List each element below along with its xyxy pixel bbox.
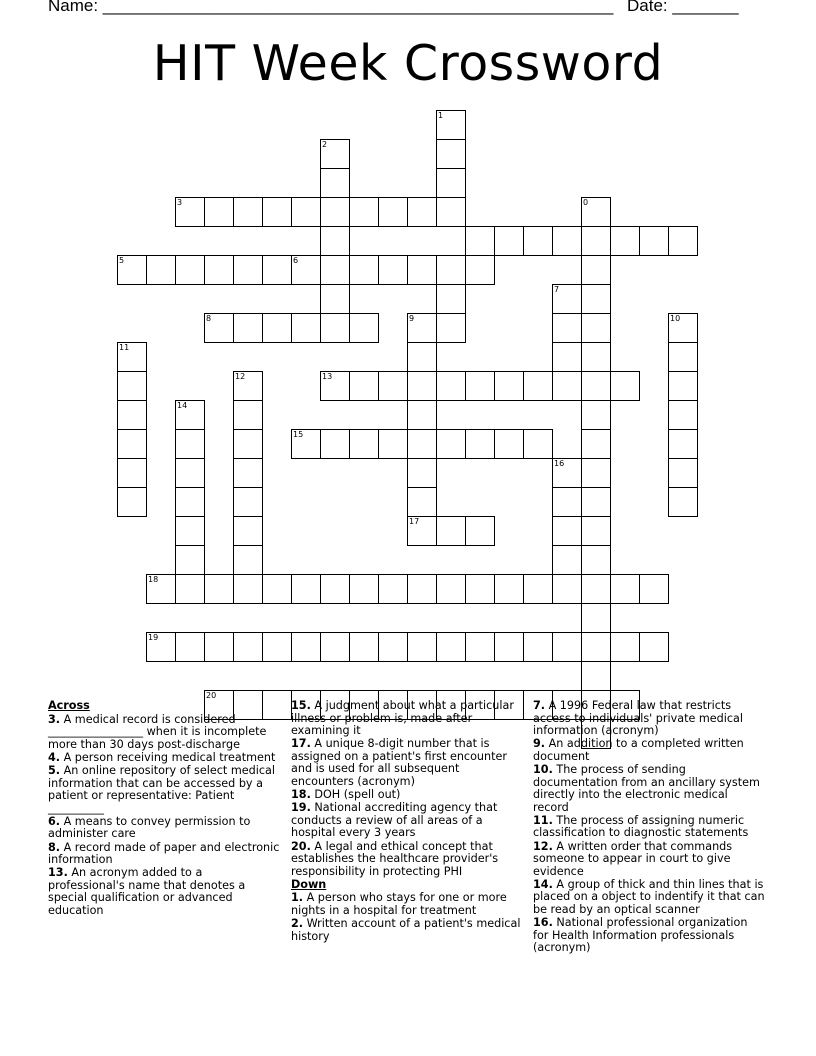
clue-number: 11	[119, 343, 130, 352]
clue-text: A unique 8-digit number that is assigned on a patient's first encounter and is used for all subsequent encounters (acronym)	[291, 737, 507, 789]
clue-number: 16	[554, 459, 565, 468]
crossword-cell[interactable]	[146, 255, 176, 285]
crossword-cell[interactable]	[117, 487, 147, 517]
clue-item	[48, 765, 280, 815]
clue-text: A record made of paper and electronic information	[48, 840, 280, 867]
crossword-cell-10[interactable]	[668, 313, 698, 343]
down-clues-part-2	[533, 700, 765, 955]
crossword-cell[interactable]	[320, 632, 350, 662]
crossword-cell-8[interactable]	[204, 313, 234, 343]
crossword-cell[interactable]	[233, 574, 263, 604]
crossword-cell[interactable]	[407, 487, 437, 517]
crossword-cell[interactable]	[233, 429, 263, 459]
clue-number: 12	[235, 372, 246, 381]
crossword-cell[interactable]	[668, 458, 698, 488]
crossword-cell[interactable]	[233, 313, 263, 343]
crossword-cell[interactable]	[407, 429, 437, 459]
crossword-cell[interactable]	[262, 197, 292, 227]
crossword-cell[interactable]	[349, 255, 379, 285]
crossword-cell[interactable]	[291, 197, 321, 227]
crossword-cell[interactable]	[175, 255, 205, 285]
crossword-cell[interactable]	[320, 313, 350, 343]
clue-item	[533, 841, 765, 879]
crossword-cell[interactable]	[436, 371, 466, 401]
crossword-cell[interactable]	[465, 371, 495, 401]
crossword-cell[interactable]	[349, 313, 379, 343]
crossword-cell[interactable]	[581, 458, 611, 488]
clue-number-label: 9.	[533, 737, 546, 751]
crossword-cell[interactable]	[349, 632, 379, 662]
crossword-cell[interactable]	[552, 574, 582, 604]
crossword-cell-9[interactable]	[407, 313, 437, 343]
crossword-cell[interactable]	[117, 458, 147, 488]
crossword-cell[interactable]	[581, 574, 611, 604]
crossword-cell[interactable]	[436, 632, 466, 662]
crossword-cell[interactable]	[610, 371, 640, 401]
crossword-cell[interactable]	[349, 429, 379, 459]
clue-text: A legal and ethical concept that establishes the healthcare provider's responsibility in protecting PHI	[291, 839, 499, 878]
page-title: HIT Week Crossword	[152, 35, 664, 92]
clue-number-label: 19.	[291, 801, 311, 815]
crossword-cell[interactable]	[523, 429, 553, 459]
crossword-cell[interactable]	[291, 632, 321, 662]
crossword-cell[interactable]	[581, 313, 611, 343]
clue-column-3	[533, 700, 765, 955]
crossword-cell[interactable]	[378, 255, 408, 285]
crossword-cell[interactable]	[349, 371, 379, 401]
crossword-cell[interactable]	[262, 574, 292, 604]
crossword-cell[interactable]	[407, 574, 437, 604]
clue-number: 6	[293, 256, 299, 265]
worksheet-header	[0, 0, 816, 30]
crossword-cell[interactable]	[552, 371, 582, 401]
clue-number: 7	[554, 285, 560, 294]
crossword-cell[interactable]	[407, 255, 437, 285]
clue-item	[48, 867, 280, 917]
crossword-cell[interactable]	[639, 226, 669, 256]
across-clues-part-1	[48, 714, 280, 918]
crossword-cell[interactable]	[581, 342, 611, 372]
crossword-cell[interactable]	[233, 487, 263, 517]
crossword-cell-11[interactable]	[117, 342, 147, 372]
crossword-cell[interactable]	[581, 632, 611, 662]
crossword-cell[interactable]	[668, 342, 698, 372]
crossword-cell[interactable]	[175, 516, 205, 546]
clue-text: The process of assigning numeric classification to diagnostic statements	[533, 813, 749, 840]
clue-item	[533, 700, 765, 738]
crossword-cell[interactable]	[436, 168, 466, 198]
clue-number-label: 6.	[48, 814, 61, 828]
crossword-cell[interactable]	[581, 429, 611, 459]
crossword-cell[interactable]	[581, 661, 611, 691]
crossword-cell[interactable]	[233, 458, 263, 488]
crossword-cell[interactable]	[581, 371, 611, 401]
crossword-cell[interactable]	[204, 632, 234, 662]
crossword-cell[interactable]	[494, 226, 524, 256]
clue-item	[48, 714, 280, 752]
crossword-cell[interactable]	[320, 197, 350, 227]
clue-number-label: 1.	[291, 891, 304, 905]
clue-number: 13	[322, 372, 333, 381]
clue-item	[291, 700, 523, 738]
clue-number-label: 11.	[533, 813, 553, 827]
crossword-cell[interactable]	[378, 197, 408, 227]
clue-number-label: 14.	[533, 877, 553, 891]
clue-number-label: 2.	[291, 917, 304, 931]
clue-number: 10	[670, 314, 681, 323]
crossword-cell[interactable]	[349, 574, 379, 604]
crossword-cell[interactable]	[465, 632, 495, 662]
down-clues-part-1	[291, 892, 523, 943]
clue-number-label: 3.	[48, 712, 61, 726]
crossword-cell[interactable]	[204, 574, 234, 604]
clue-item	[291, 892, 523, 917]
crossword-cell-12[interactable]	[233, 371, 263, 401]
crossword-cell-6[interactable]	[291, 255, 321, 285]
clue-item	[533, 764, 765, 814]
crossword-cell[interactable]	[436, 429, 466, 459]
crossword-cell[interactable]	[233, 197, 263, 227]
crossword-cell[interactable]	[552, 545, 582, 575]
crossword-cell[interactable]	[523, 226, 553, 256]
crossword-cell[interactable]	[262, 313, 292, 343]
crossword-cell[interactable]	[436, 139, 466, 169]
crossword-cell[interactable]	[407, 342, 437, 372]
crossword-cell[interactable]	[204, 255, 234, 285]
crossword-cell[interactable]	[436, 313, 466, 343]
crossword-cell[interactable]	[581, 400, 611, 430]
clue-number-label: 10.	[533, 762, 553, 776]
crossword-cell-1[interactable]	[436, 110, 466, 140]
clue-text: The process of sending documentation from an ancillary system directly into the electronic medical record	[533, 762, 760, 814]
crossword-cell-19[interactable]	[146, 632, 176, 662]
clue-text: An online repository of select medical information that can be accessed by a patient or representative: Patient __________	[48, 763, 275, 815]
crossword-cell-5[interactable]	[117, 255, 147, 285]
clue-number: 9	[409, 314, 415, 323]
crossword-cell[interactable]	[494, 429, 524, 459]
clue-number-label: 15.	[291, 699, 311, 712]
crossword-cell[interactable]	[581, 487, 611, 517]
crossword-cell[interactable]	[262, 255, 292, 285]
crossword-cell[interactable]	[465, 255, 495, 285]
crossword-cell[interactable]	[204, 197, 234, 227]
crossword-cell[interactable]	[552, 487, 582, 517]
crossword-cell[interactable]	[233, 516, 263, 546]
clue-number: 14	[177, 401, 188, 410]
clue-number-label: 12.	[533, 839, 553, 853]
clue-text: National accrediting agency that conducts a review of all areas of a hospital every 3 years	[291, 801, 498, 840]
crossword-cell[interactable]	[581, 284, 611, 314]
crossword-cell-7[interactable]	[552, 284, 582, 314]
crossword-cell[interactable]	[291, 313, 321, 343]
crossword-cell[interactable]	[262, 632, 292, 662]
crossword-cell[interactable]	[610, 574, 640, 604]
clue-text: A written order that commands someone to appear in court to give evidence	[533, 839, 733, 878]
crossword-cell[interactable]	[436, 574, 466, 604]
crossword-cell[interactable]	[581, 516, 611, 546]
crossword-cell[interactable]	[465, 574, 495, 604]
clue-text: DOH (spell out)	[310, 788, 401, 802]
crossword-cell[interactable]	[668, 226, 698, 256]
clue-item	[291, 841, 523, 879]
crossword-cell[interactable]	[233, 255, 263, 285]
crossword-cell[interactable]	[233, 632, 263, 662]
across-clues-part-2	[291, 700, 523, 878]
crossword-cell-0[interactable]	[581, 197, 611, 227]
crossword-cell[interactable]	[668, 487, 698, 517]
crossword-cell[interactable]	[436, 284, 466, 314]
crossword-cell[interactable]	[668, 400, 698, 430]
clue-item	[533, 917, 765, 955]
clue-number-label: 4.	[48, 750, 61, 764]
crossword-cell[interactable]	[175, 429, 205, 459]
clue-number-label: 20.	[291, 839, 311, 853]
crossword-cell-17[interactable]	[407, 516, 437, 546]
clue-column-1	[48, 700, 280, 918]
crossword-cell[interactable]	[378, 574, 408, 604]
clue-text: A means to convey permission to administer care	[48, 814, 251, 841]
crossword-cell-14[interactable]	[175, 400, 205, 430]
crossword-cell-16[interactable]	[552, 458, 582, 488]
crossword-cell[interactable]	[349, 197, 379, 227]
clue-number-label: 8.	[48, 840, 61, 854]
clue-item	[533, 879, 765, 917]
crossword-cell-2[interactable]	[320, 139, 350, 169]
clue-item	[291, 802, 523, 840]
crossword-cell[interactable]	[552, 342, 582, 372]
clue-item	[48, 752, 280, 765]
crossword-cell-3[interactable]	[175, 197, 205, 227]
clue-text: A group of thick and thin lines that is placed on a object to indentify it that can be read by an optical scanner	[533, 877, 765, 916]
crossword-cell[interactable]	[320, 429, 350, 459]
crossword-cell[interactable]	[378, 632, 408, 662]
crossword-cell[interactable]	[523, 574, 553, 604]
crossword-cell[interactable]	[117, 400, 147, 430]
clue-text: An acronym added to a professional's name that denotes a special qualification or advanced education	[48, 866, 246, 917]
crossword-cell[interactable]	[175, 545, 205, 575]
name-field[interactable]: Name: ______________________________________________________	[48, 0, 614, 15]
clue-number: 18	[148, 575, 159, 584]
clue-number: 5	[119, 256, 125, 265]
crossword-cell[interactable]	[552, 226, 582, 256]
clue-text: A person receiving medical treatment	[60, 750, 276, 764]
crossword-cell[interactable]	[639, 632, 669, 662]
clue-text: A 1996 Federal law that restricts access to individuals' private medical information (acronym)	[533, 699, 744, 738]
clue-number-label: 13.	[48, 866, 68, 880]
crossword-cell[interactable]	[233, 545, 263, 575]
clue-item	[48, 816, 280, 841]
crossword-cell[interactable]	[436, 197, 466, 227]
crossword-cell[interactable]	[320, 574, 350, 604]
crossword-cell[interactable]	[320, 226, 350, 256]
clue-number: 1	[438, 111, 444, 120]
clue-item	[291, 918, 523, 943]
crossword-cell[interactable]	[378, 371, 408, 401]
clue-number: 2	[322, 140, 328, 149]
crossword-cell[interactable]	[378, 429, 408, 459]
crossword-cell[interactable]	[117, 371, 147, 401]
crossword-cell[interactable]	[465, 429, 495, 459]
crossword-cell[interactable]	[320, 284, 350, 314]
clue-text: A judgment about what a particular illness or problem is, made after examining it	[291, 699, 514, 738]
crossword-cell[interactable]	[291, 574, 321, 604]
crossword-cell[interactable]	[581, 226, 611, 256]
crossword-cell[interactable]	[610, 632, 640, 662]
clue-number: 3	[177, 198, 183, 207]
clue-number: 0	[583, 198, 589, 207]
crossword-cell[interactable]	[523, 632, 553, 662]
crossword-cell[interactable]	[407, 458, 437, 488]
clue-item	[533, 738, 765, 763]
clue-number-label: 18.	[291, 788, 311, 802]
crossword-cell[interactable]	[639, 574, 669, 604]
crossword-cell[interactable]	[668, 429, 698, 459]
crossword-cell[interactable]	[552, 313, 582, 343]
crossword-cell[interactable]	[407, 400, 437, 430]
clue-number-label: 16.	[533, 916, 553, 930]
crossword-cell[interactable]	[610, 226, 640, 256]
clue-text: A person who stays for one or more nights in a hospital for treatment	[291, 891, 507, 917]
crossword-cell[interactable]	[494, 632, 524, 662]
crossword-cell[interactable]	[320, 255, 350, 285]
crossword-cell[interactable]	[465, 516, 495, 546]
crossword-cell[interactable]	[581, 255, 611, 285]
clue-text: Written account of a patient's medical history	[291, 917, 521, 943]
crossword-cell[interactable]	[175, 632, 205, 662]
crossword-cell[interactable]	[494, 371, 524, 401]
crossword-cell[interactable]	[233, 400, 263, 430]
clue-text: National professional organization for Health Information professionals (acronym)	[533, 916, 748, 955]
crossword-cell[interactable]	[581, 603, 611, 633]
clue-number-label: 7.	[533, 699, 546, 712]
crossword-cell[interactable]	[407, 371, 437, 401]
clue-column-2	[291, 700, 523, 944]
clue-number: 20	[206, 691, 217, 700]
date-field[interactable]: Date: _______	[627, 0, 739, 15]
clue-number-label: 17.	[291, 737, 311, 751]
crossword-cell[interactable]	[494, 574, 524, 604]
clue-number: 15	[293, 430, 304, 439]
crossword-cell[interactable]	[552, 632, 582, 662]
clue-text: A medical record is considered _________________ when it is incomplete more than 30 days post-discharge	[48, 712, 267, 751]
crossword-cell[interactable]	[668, 371, 698, 401]
crossword-cell[interactable]	[320, 168, 350, 198]
crossword-cell[interactable]	[436, 516, 466, 546]
clue-text: An addition to a completed written document	[533, 737, 744, 763]
clue-list	[48, 700, 788, 960]
crossword-cell[interactable]	[175, 458, 205, 488]
crossword-cell[interactable]	[436, 255, 466, 285]
crossword-cell[interactable]	[523, 371, 553, 401]
crossword-cell[interactable]	[407, 632, 437, 662]
clue-item	[533, 815, 765, 840]
crossword-cell[interactable]	[117, 429, 147, 459]
crossword-cell[interactable]	[175, 574, 205, 604]
clue-number-label: 5.	[48, 763, 61, 777]
clue-number: 19	[148, 633, 159, 642]
across-heading: Across	[48, 699, 90, 712]
crossword-cell-13[interactable]	[320, 371, 350, 401]
clue-item	[291, 789, 523, 802]
clue-item	[291, 738, 523, 788]
crossword-cell[interactable]	[552, 516, 582, 546]
crossword-cell[interactable]	[465, 226, 495, 256]
crossword-cell[interactable]	[407, 197, 437, 227]
crossword-cell[interactable]	[581, 545, 611, 575]
crossword-cell-18[interactable]	[146, 574, 176, 604]
crossword-cell-15[interactable]	[291, 429, 321, 459]
down-heading: Down	[291, 877, 327, 891]
clue-item	[48, 842, 280, 867]
clue-number: 8	[206, 314, 212, 323]
clue-number: 17	[409, 517, 420, 526]
crossword-cell[interactable]	[175, 487, 205, 517]
